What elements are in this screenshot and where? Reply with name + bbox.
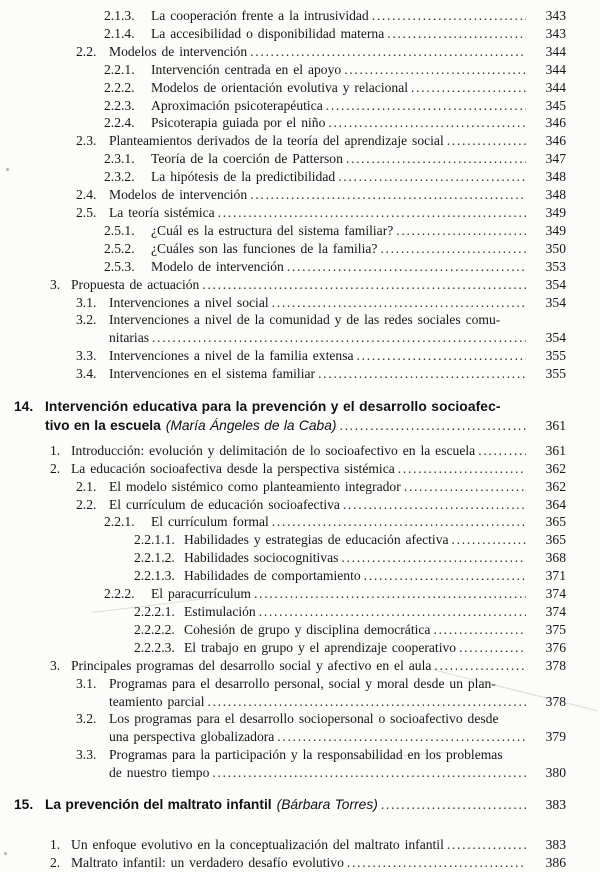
dot-leader: [328, 114, 526, 132]
dot-leader: [250, 186, 526, 204]
entry-page-number: 375: [545, 621, 566, 637]
dot-leader: [447, 132, 526, 150]
dot-leader: [341, 549, 526, 567]
entry-number: 2.1.3.: [104, 8, 135, 23]
entry-title: Cohesión de grupo y disciplina democrática: [184, 621, 431, 637]
dot-leader: [272, 294, 526, 312]
toc-entry: [0, 746, 566, 764]
chapter-page-number: 361: [545, 418, 566, 434]
entry-number: 2.2.2.: [104, 79, 135, 95]
dot-leader: [250, 43, 526, 61]
entry-title: Estimulación: [184, 604, 256, 619]
toc-entry: [0, 186, 566, 204]
entry-title: La educación socioafectiva desde la perspectiva sistémica: [71, 460, 395, 476]
chapter-page-number: 383: [545, 797, 566, 813]
entry-number: 3.3.: [76, 348, 97, 364]
entry-title: Habilidades de comportamiento: [184, 568, 361, 584]
toc-entry: [0, 710, 566, 728]
dot-leader: [411, 79, 526, 97]
entry-number: 3.1.: [76, 294, 97, 310]
toc-entry: [0, 621, 566, 639]
dot-leader: [387, 25, 526, 43]
dot-leader: [434, 657, 526, 675]
entry-title: Maltrato infantil: un verdadero desafío evolutivo: [71, 855, 344, 871]
entry-number: 2.: [50, 855, 61, 871]
entry-page-number: 353: [545, 258, 566, 274]
entry-number: 2.2.1.: [104, 514, 135, 530]
entry-page-number: 344: [545, 61, 566, 77]
dot-leader: [326, 97, 526, 115]
entry-page-number: 348: [545, 169, 566, 185]
entry-title: Programas para la participación y la responsabilidad en los problemas: [109, 747, 503, 763]
entry-page-number: 346: [545, 133, 566, 149]
toc-entry: [0, 585, 566, 603]
dot-leader: [372, 7, 526, 25]
toc-chapter: [0, 397, 566, 436]
dot-leader: [447, 836, 526, 854]
entry-title: La teoría sistémica: [109, 204, 215, 220]
chapter-body: [45, 795, 566, 814]
entry-page-number: 344: [545, 79, 566, 95]
entry-number: 3.: [50, 657, 61, 673]
entry-title-continuation: teamiento parcial: [109, 693, 205, 709]
entry-number: 3.2.: [76, 711, 97, 727]
entry-page-number: 386: [545, 855, 566, 871]
entry-number: 2.2.: [76, 43, 97, 59]
scan-speck: [4, 852, 7, 855]
entry-number: 3.2.: [76, 312, 97, 328]
entry-number: 2.5.1.: [104, 222, 135, 238]
entry-title: La hipótesis de la predictibilidad: [151, 169, 336, 185]
toc-entry-continuation: [0, 329, 566, 347]
dot-leader: [478, 442, 526, 460]
toc-entry: [0, 168, 566, 186]
entry-title: Propuesta de actuación: [71, 276, 200, 292]
entry-number: 2.1.4.: [104, 25, 135, 41]
entry-title-continuation: nitarias: [109, 330, 150, 346]
entry-title: Teoría de la coerción de Patterson: [151, 151, 343, 167]
dot-leader: [218, 204, 526, 222]
dot-leader: [347, 854, 526, 872]
entry-page-number: 368: [545, 550, 566, 566]
entry-number: 1.: [50, 442, 61, 458]
entry-title: Un enfoque evolutivo en la conceptualización del maltrato infantil: [71, 837, 444, 853]
entry-page-number: 374: [545, 586, 566, 602]
toc-entry: [0, 347, 566, 365]
entry-page-number: 343: [545, 25, 566, 41]
entry-title: ¿Cuál es la estructura del sistema familiar?: [151, 222, 394, 238]
entry-page-number: 383: [545, 837, 566, 853]
toc-entry: [0, 276, 566, 294]
entry-title: Principales programas del desarrollo social y afectivo en el aula: [71, 657, 432, 673]
toc-entry: [0, 43, 566, 61]
toc-entry: [0, 365, 566, 383]
entry-page-number: 354: [545, 330, 566, 346]
entry-title: Programas para el desarrollo personal, social y moral desde un plan-: [109, 675, 496, 691]
dot-leader: [396, 222, 526, 240]
dot-leader: [318, 365, 526, 383]
entry-page-number: 364: [545, 496, 566, 512]
toc-entry: [0, 531, 566, 549]
entry-page-number: 355: [545, 348, 566, 364]
entry-number: 3.3.: [76, 747, 97, 763]
dot-leader: [433, 621, 526, 639]
dot-leader: [207, 693, 526, 711]
toc-entry: [0, 61, 566, 79]
entry-number: 2.3.: [76, 133, 97, 149]
entry-number: 2.2.2.2.: [134, 621, 175, 637]
entry-number: 2.2.1.3.: [134, 568, 175, 584]
entry-page-number: 344: [545, 43, 566, 59]
dot-leader: [343, 496, 526, 514]
toc-entry: [0, 294, 566, 312]
entry-number: 2.3.1.: [104, 151, 135, 167]
toc-entry: [0, 114, 566, 132]
chapter-title-continuation: tivo en la escuela: [45, 418, 161, 434]
entry-number: 2.5.3.: [104, 258, 135, 274]
toc-entry: [0, 442, 566, 460]
toc-entry: [0, 222, 566, 240]
toc-entry: [0, 836, 566, 854]
entry-number: 3.4.: [76, 366, 97, 382]
entry-number: 1.: [50, 837, 61, 853]
entry-page-number: 345: [545, 97, 566, 113]
entry-page-number: 374: [545, 604, 566, 619]
entry-title: El trabajo en grupo y el aprendizaje cooperativo: [184, 639, 457, 655]
toc-entry: [0, 97, 566, 115]
entry-page-number: 378: [545, 693, 566, 709]
entry-title-continuation: de nuestro tiempo: [109, 765, 210, 781]
entry-title: Psicoterapia guiada por el niño: [151, 115, 326, 131]
toc-entry: [0, 549, 566, 567]
toc-entry: [0, 311, 566, 329]
dot-leader: [346, 150, 526, 168]
entry-number: 2.3.2.: [104, 169, 135, 185]
entry-number: 2.2.: [76, 496, 97, 512]
chapter-author: (Bárbara Torres): [276, 797, 378, 813]
toc-entry: [0, 567, 566, 585]
chapter-number: 15.: [14, 797, 34, 813]
scan-speck: [6, 168, 9, 171]
entry-title: Modelo de intervención: [151, 258, 284, 274]
entry-number: 2.2.2.: [104, 586, 135, 602]
entry-page-number: 365: [545, 514, 566, 530]
entry-title: Introducción: evolución y delimitación de lo socioafectivo en la escuela: [71, 442, 476, 458]
entry-number: 2.2.1.: [104, 61, 135, 77]
entry-number: 2.2.4.: [104, 115, 135, 131]
dot-leader: [344, 61, 526, 79]
dot-leader: [287, 258, 526, 276]
dot-leader: [459, 639, 526, 657]
entry-page-number: 365: [545, 532, 566, 548]
dot-leader: [357, 347, 526, 365]
entry-title: Habilidades sociocognitivas: [184, 550, 339, 566]
toc-entry: [0, 496, 566, 514]
entry-title: Planteamientos derivados de la teoría del aprendizaje social: [109, 133, 444, 149]
entry-number: 2.2.2.3.: [134, 639, 175, 655]
dot-leader: [404, 478, 526, 496]
entry-title: Habilidades y estrategias de educación afectiva: [184, 532, 449, 548]
entry-page-number: 376: [545, 639, 566, 655]
entry-page-number: 349: [545, 222, 566, 238]
entry-page-number: 343: [545, 8, 566, 23]
toc-entry: [0, 204, 566, 222]
entry-title: La accesibilidad o disponibilidad materna: [151, 25, 385, 41]
toc-entry: [0, 79, 566, 97]
toc-entry: [0, 258, 566, 276]
entry-page-number: 362: [545, 460, 566, 476]
entry-title: Intervenciones a nivel de la familia extensa: [109, 348, 354, 364]
dot-leader: [339, 416, 526, 435]
toc-entry: [0, 854, 566, 872]
toc-entry-continuation: [0, 728, 566, 746]
entry-number: 3.1.: [76, 675, 97, 691]
entry-page-number: 361: [545, 442, 566, 458]
entry-title: Aproximación psicoterapéutica: [151, 97, 323, 113]
chapter-author: (María Ángeles de la Caba): [165, 418, 337, 434]
toc-entry-continuation: [0, 764, 566, 782]
dot-leader: [272, 513, 526, 531]
entry-title: El currículum formal: [151, 514, 269, 530]
dot-leader: [254, 585, 526, 603]
entry-number: 2.: [50, 460, 61, 476]
dot-leader: [338, 168, 526, 186]
entry-number: 2.2.1.1.: [134, 532, 175, 548]
chapter-title-line: [45, 416, 566, 435]
dot-leader: [212, 764, 526, 782]
entry-page-number: 355: [545, 366, 566, 382]
entry-title: Los programas para el desarrollo sociopersonal o socioafectivo desde: [109, 711, 499, 727]
entry-page-number: 379: [545, 729, 566, 745]
chapter-title-line: Intervención educativa para la prevención y el desarrollo socioafec-: [45, 399, 501, 415]
entry-page-number: 354: [545, 276, 566, 292]
entry-page-number: 346: [545, 115, 566, 131]
dot-leader: [381, 795, 526, 814]
entry-number: 2.4.: [76, 187, 97, 203]
chapter-number: 14.: [14, 399, 34, 415]
entry-title: El currículum de educación socioafectiva: [109, 496, 340, 512]
entry-title: Modelos de intervención: [109, 187, 248, 203]
toc-entry: [0, 240, 566, 258]
dot-leader: [452, 531, 526, 549]
toc-entry-continuation: [0, 693, 566, 711]
entry-number: 2.5.: [76, 204, 97, 220]
chapter-body: [45, 397, 566, 436]
toc-entry: [0, 460, 566, 478]
toc-entry: [0, 132, 566, 150]
entry-page-number: 347: [545, 151, 566, 167]
entry-page-number: 350: [545, 240, 566, 256]
entry-number: 2.2.2.1.: [134, 604, 175, 619]
entry-title: Modelos de intervención: [109, 43, 248, 59]
toc-entry: [0, 25, 566, 43]
chapter-title: La prevención del maltrato infantil: [45, 797, 272, 813]
toc-entry: [0, 513, 566, 531]
entry-page-number: 362: [545, 478, 566, 494]
entry-page-number: 378: [545, 657, 566, 673]
entry-number: 2.1.: [76, 478, 97, 494]
entry-page-number: 371: [545, 568, 566, 584]
toc-entry: [0, 657, 566, 675]
chapter-title-line: [45, 795, 566, 814]
entry-title: ¿Cuáles son las funciones de la familia?: [151, 240, 378, 256]
entry-title-continuation: una perspectiva globalizadora: [109, 729, 275, 745]
entry-title: Modelos de orientación evolutiva y relacional: [151, 79, 409, 95]
dot-leader: [277, 728, 526, 746]
toc-entry: [0, 7, 566, 25]
dot-leader: [259, 603, 526, 621]
toc-entry: [0, 150, 566, 168]
entry-number: 2.2.1.2.: [134, 550, 175, 566]
entry-title: El modelo sistémico como planteamiento integrador: [109, 478, 401, 494]
entry-page-number: 354: [545, 294, 566, 310]
toc-chapter: [0, 795, 566, 814]
dot-leader: [380, 240, 526, 258]
entry-title: Intervenciones en el sistema familiar: [109, 366, 316, 382]
dot-leader: [152, 329, 526, 347]
entry-number: 2.5.2.: [104, 240, 135, 256]
toc-entry: [0, 675, 566, 693]
entry-title: Intervención centrada en el apoyo: [151, 61, 342, 77]
entry-page-number: 380: [545, 765, 566, 781]
entry-title: Intervenciones a nivel social: [109, 294, 269, 310]
entry-number: 2.2.3.: [104, 97, 135, 113]
toc-entry: [0, 639, 566, 657]
entry-title: La cooperación frente a la intrusividad: [151, 8, 369, 23]
entry-page-number: 348: [545, 187, 566, 203]
entry-number: 3.: [50, 276, 61, 292]
toc-entry: [0, 478, 566, 496]
entry-page-number: 349: [545, 204, 566, 220]
dot-leader: [364, 567, 526, 585]
dot-leader: [202, 276, 526, 294]
entry-title: El paracurrículum: [151, 586, 252, 602]
toc-entry: [0, 603, 566, 621]
dot-leader: [398, 460, 526, 478]
entry-title: Intervenciones a nivel de la comunidad y de las redes sociales comu-: [109, 312, 501, 328]
